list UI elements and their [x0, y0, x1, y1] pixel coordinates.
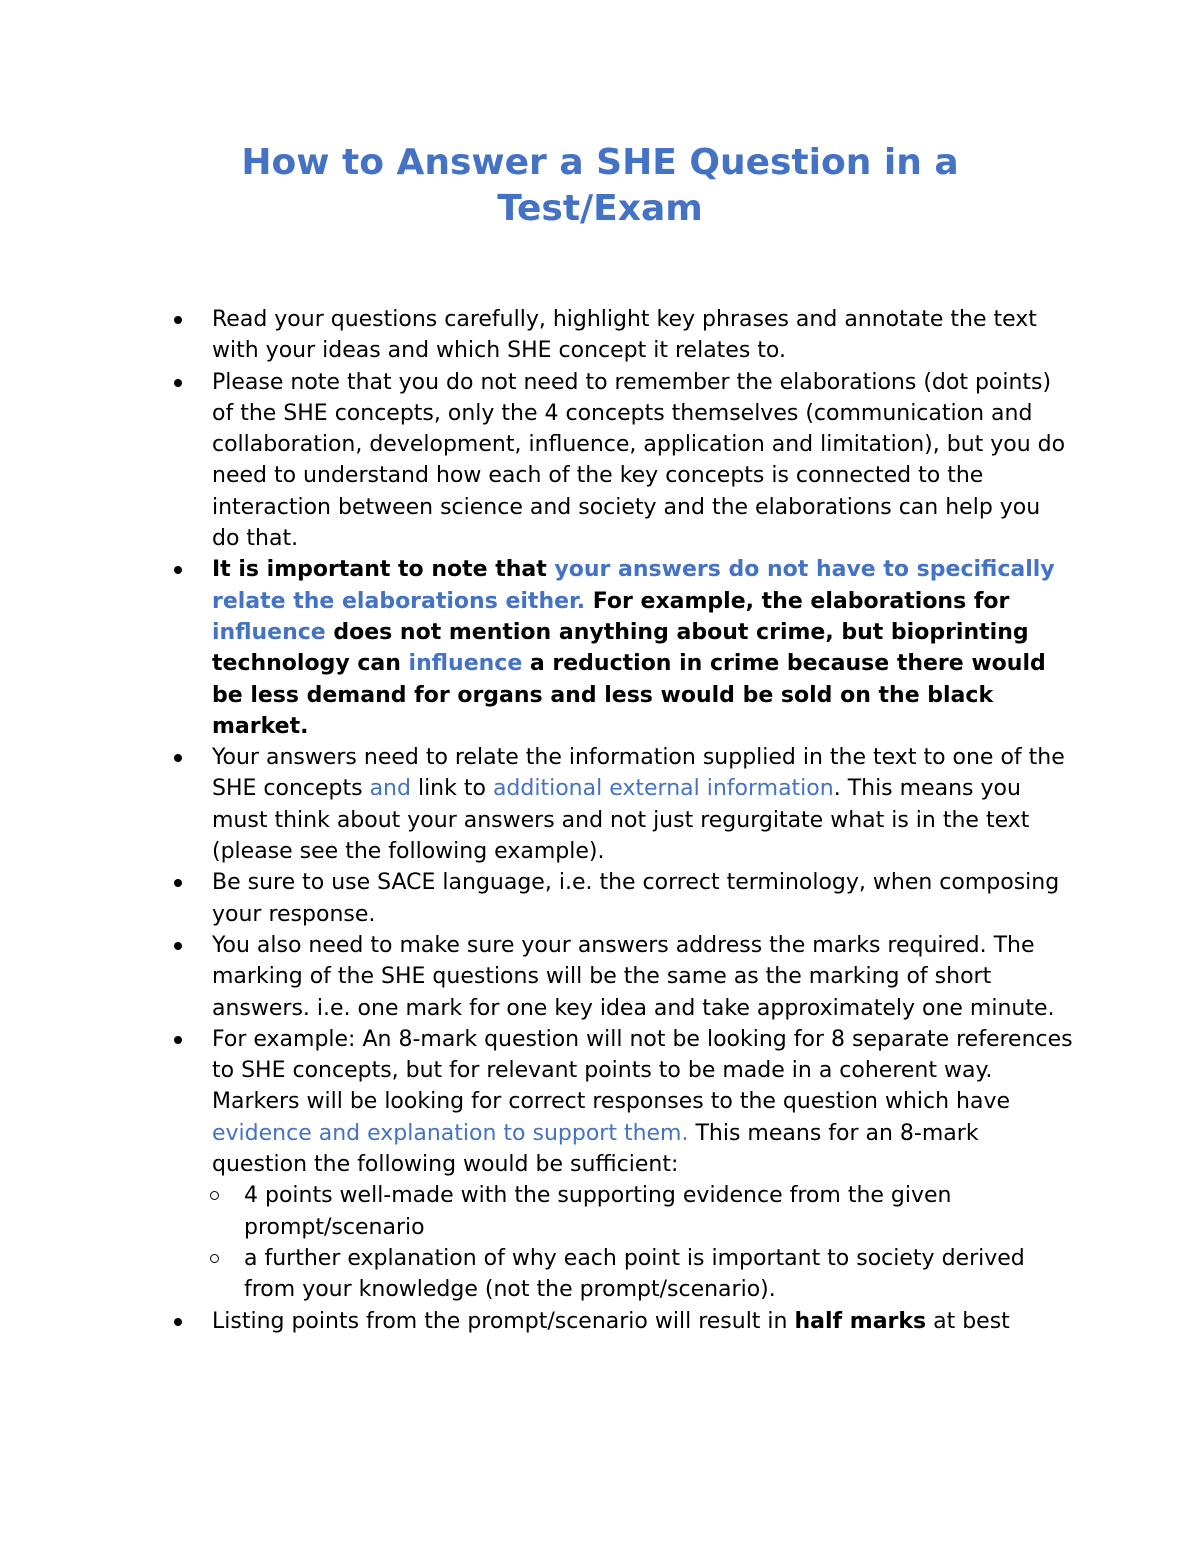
bullet-text: does not mention anything about crime, but bioprinting technology can [212, 619, 1029, 677]
bullet-text: For example, the elaborations for [585, 588, 1010, 614]
bullet-text-important: It is important to note that [212, 557, 547, 583]
list-item [174, 304, 1074, 367]
highlight-text-external-info: additional external information [492, 776, 834, 802]
highlight-text-and: and [369, 776, 411, 802]
list-item [174, 867, 1074, 930]
list-item [174, 930, 1074, 1024]
bullet-text-marks-required: You also need to make sure your answers address the marks required. The marking of the SHE questions will be the same as the marking of short answers. i.e. one mark for one key idea and take approximately one minute. [212, 932, 1055, 1021]
bullet-text: . This means you must think about your answers and not just regurgitate what is in the text (please see the following example). [212, 776, 1030, 865]
bullet-icon [174, 379, 182, 387]
title-line-1: How to Answer a SHE Question in a [241, 142, 959, 183]
bullet-text-8-mark-example: For example: An 8-mark question will not be looking for 8 separate references to SHE concepts, but for relevant points to be made in a coherent way. Markers will be looking for correct responses to the question which have [212, 1026, 1073, 1115]
document-body [174, 304, 1074, 1337]
highlight-text-influence: influence [212, 619, 326, 645]
bullet-text: link to [410, 776, 493, 802]
list-item [174, 1024, 1074, 1180]
highlight-text-blue: your answers do not have to specifically relate the elaborations either. [212, 557, 1055, 614]
bullet-text: at best [926, 1308, 1010, 1334]
bullet-icon [174, 1318, 182, 1326]
sub-item-text-further-explanation: a further explanation of why each point is important to society derived from your knowledge (not the prompt/scenario). [244, 1245, 1025, 1303]
bullet-text-sace-language: Be sure to use SACE language, i.e. the correct terminology, when composing your response. [212, 870, 1060, 927]
bullet-icon [174, 942, 182, 950]
bold-text-half-marks: half marks [794, 1308, 927, 1334]
list-item [174, 554, 1074, 742]
bullet-text-relate-info: Your answers need to relate the information supplied in the text to one of the SHE concepts [212, 745, 1065, 802]
bullet-icon [174, 754, 182, 762]
hollow-bullet-icon [210, 1254, 219, 1263]
bullet-list [174, 304, 1074, 1337]
sub-list [174, 1180, 1074, 1305]
hollow-bullet-icon [210, 1191, 219, 1200]
highlight-text-influence: influence [408, 651, 523, 677]
bullet-text: a reduction in crime because there would be less demand for organs and less would be sold on the black market. [212, 651, 1046, 739]
list-item [174, 742, 1074, 867]
sub-list-item [174, 1180, 1074, 1243]
bullet-icon [174, 566, 182, 574]
page-title [0, 140, 1200, 232]
sub-list-item [174, 1243, 1074, 1306]
bullet-text: This means for an 8-mark question the following would be sufficient: [212, 1120, 979, 1178]
bullet-icon [174, 1036, 182, 1044]
bullet-icon [174, 316, 182, 324]
list-item [174, 1306, 1074, 1337]
list-item [174, 367, 1074, 555]
highlight-text-evidence: evidence and explanation to support them. [212, 1120, 689, 1146]
sub-list-container [174, 1180, 1074, 1305]
bullet-text-read-questions: Read your questions carefully, highlight key phrases and annotate the text with your ideas and which SHE concept it relates to. [212, 307, 1037, 364]
bullet-icon [174, 879, 182, 887]
sub-item-text-4-points: 4 points well-made with the supporting evidence from the given prompt/scenario [244, 1183, 952, 1240]
bullet-text-listing-points: Listing points from the prompt/scenario will result in [212, 1308, 795, 1334]
title-line-2: Test/Exam [497, 188, 703, 229]
bullet-text-elaborations: Please note that you do not need to remember the elaborations (dot points) of the SHE concepts, only the 4 concepts themselves (communication and collaboration, development, influence, application and limitation), but you do need to understand how each of the key concepts is connected to the interaction between science and society and the elaborations can help you do that. [212, 369, 1066, 552]
